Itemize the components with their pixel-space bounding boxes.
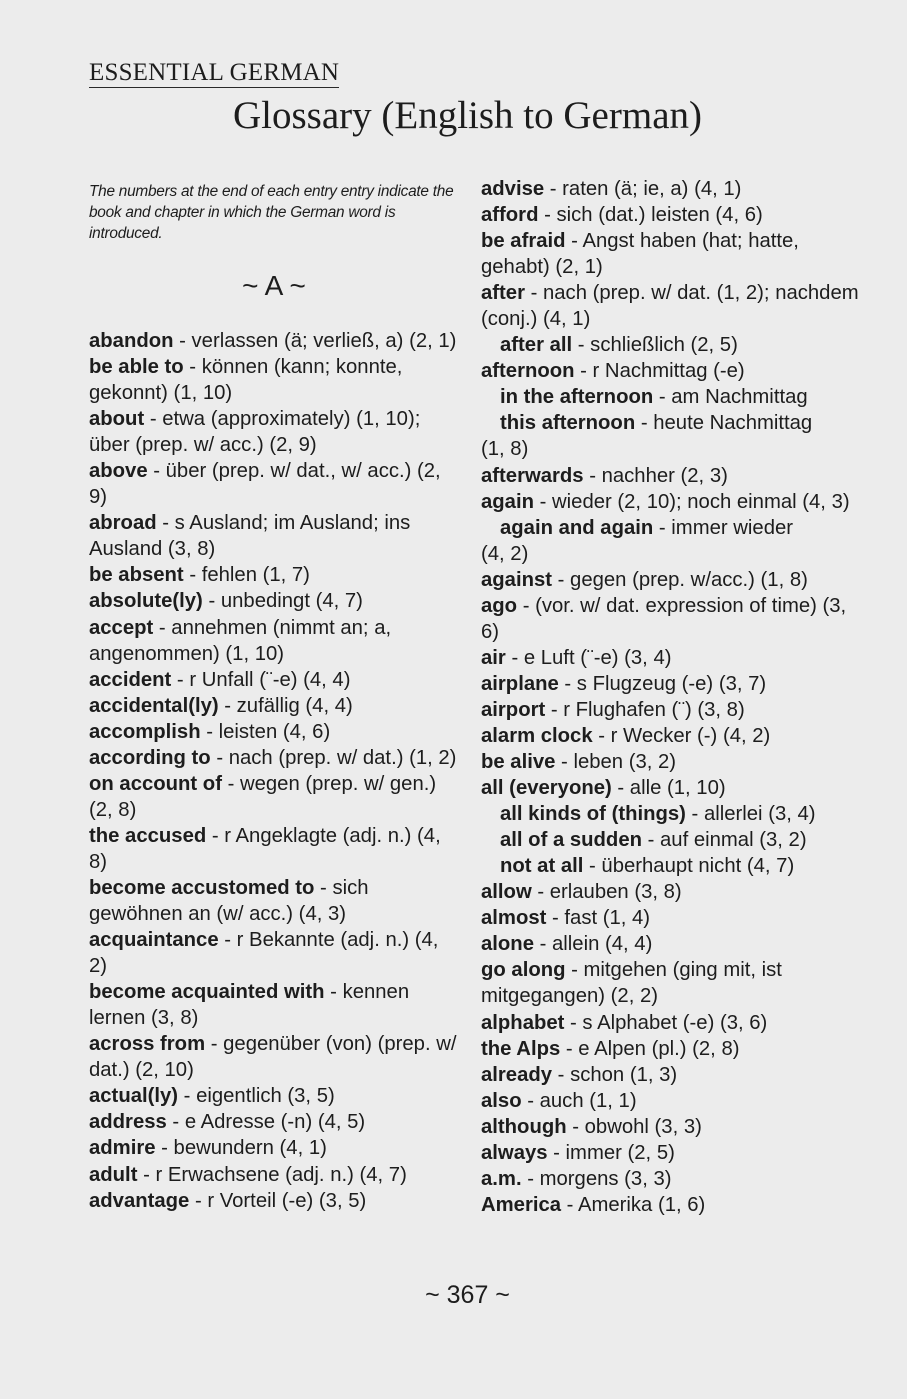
entry-term: abroad	[89, 512, 157, 535]
entry-term: although	[481, 1115, 567, 1138]
entry-term: this afternoon	[500, 412, 636, 435]
entry-term: advise	[481, 178, 545, 200]
entry-term: above	[89, 460, 148, 483]
glossary-entry	[89, 979, 459, 1031]
glossary-entry	[481, 697, 861, 723]
entry-definition: - r Wecker (-) (4, 2)	[592, 724, 771, 747]
entry-definition: - sich (dat.) leisten (4, 6)	[538, 204, 763, 227]
entry-definition: - auf einmal (3, 2)	[642, 829, 807, 852]
entry-definition: - Angst haben (hat; hatte, gehabt) (2, 1)	[481, 230, 799, 279]
glossary-entry	[481, 1140, 861, 1166]
entry-term: according to	[89, 746, 211, 769]
entry-definition: - r Unfall (¨-e) (4, 4)	[171, 668, 351, 691]
glossary-entry	[89, 1109, 459, 1135]
glossary-entry	[89, 1188, 459, 1214]
entry-term: be able to	[89, 356, 184, 379]
glossary-entry	[481, 1114, 861, 1140]
entry-term: accept	[89, 616, 154, 639]
entry-definition: - überhaupt nicht (4, 7)	[583, 855, 795, 878]
entry-definition: - bewundern (4, 1)	[155, 1137, 327, 1160]
glossary-subentry	[481, 853, 861, 879]
entry-definition: - nachher (2, 3)	[583, 464, 728, 487]
glossary-entry	[481, 358, 861, 384]
entry-definition: - immer wieder	[653, 516, 794, 539]
entry-term: become acquainted with	[89, 981, 325, 1004]
glossary-subentry	[481, 515, 861, 541]
entry-term: the Alps	[481, 1037, 561, 1060]
entry-definition: - e Alpen (pl.) (2, 8)	[560, 1037, 740, 1060]
entry-definition: - unbedingt (4, 7)	[202, 590, 363, 613]
entry-term: go along	[481, 959, 566, 982]
entry-term: almost	[481, 907, 547, 930]
entry-term: already	[481, 1063, 553, 1086]
entry-definition: - fast (1, 4)	[546, 907, 651, 930]
entry-definition: - alle (1, 10)	[611, 777, 726, 800]
glossary-entry	[89, 823, 459, 875]
entry-definition: - auch (1, 1)	[521, 1089, 637, 1112]
glossary-entry	[89, 1162, 459, 1188]
entry-term: accomplish	[89, 720, 201, 743]
glossary-left-column	[89, 328, 459, 1214]
entry-term: alphabet	[481, 1011, 565, 1034]
glossary-entry	[481, 436, 861, 462]
entry-definition: - zufällig (4, 4)	[218, 694, 353, 717]
glossary-entry	[89, 354, 459, 406]
entry-term: be alive	[481, 751, 556, 774]
entry-definition: - obwohl (3, 3)	[566, 1115, 702, 1138]
entry-definition: - r Angeklagte (adj. n.) (4, 8)	[89, 824, 441, 873]
glossary-entry	[89, 1031, 459, 1083]
entry-term: abandon	[89, 330, 174, 352]
glossary-entry	[89, 693, 459, 719]
entry-definition: - fehlen (1, 7)	[183, 564, 310, 587]
glossary-subentry	[481, 827, 861, 853]
glossary-entry	[481, 723, 861, 749]
entry-definition: - schon (1, 3)	[552, 1063, 678, 1086]
entry-term: acquaintance	[89, 929, 219, 952]
glossary-entry	[89, 1135, 459, 1161]
entry-definition: - heute Nachmittag	[635, 412, 813, 435]
glossary-entry	[481, 280, 861, 332]
entry-definition: - nach (prep. w/ dat.) (1, 2)	[210, 746, 457, 769]
entry-definition: - e Adresse (-n) (4, 5)	[166, 1111, 366, 1134]
entry-term: again and again	[500, 516, 654, 539]
glossary-entry	[481, 749, 861, 775]
glossary-entry	[481, 645, 861, 671]
entry-term: actual(ly)	[89, 1085, 179, 1108]
glossary-entry	[481, 593, 861, 645]
entry-term: admire	[89, 1137, 156, 1160]
entry-term: ago	[481, 594, 518, 617]
glossary-subentry	[481, 801, 861, 827]
entry-definition: - kennen lernen (3, 8)	[89, 981, 410, 1030]
entry-definition: - gegen (prep. w/acc.) (1, 8)	[552, 568, 808, 591]
entry-term: become accustomed to	[89, 876, 315, 899]
entry-definition: - raten (ä; ie, a) (4, 1)	[544, 178, 742, 200]
entry-term: in the afternoon	[500, 386, 654, 409]
entry-definition: - r Nachmittag (-e)	[574, 360, 745, 383]
entry-term: all (everyone)	[481, 777, 612, 800]
entry-definition: - s Alphabet (-e) (3, 6)	[564, 1011, 768, 1034]
entry-definition: - gegenüber (von) (prep. w/ dat.) (2, 10)	[89, 1033, 457, 1082]
entry-definition: - am Nachmittag	[653, 386, 808, 409]
glossary-entry	[481, 775, 861, 801]
entry-definition: - leisten (4, 6)	[200, 720, 331, 743]
entry-definition: - verlassen (ä; verließ, a) (2, 1)	[173, 330, 457, 352]
glossary-entry	[481, 905, 861, 931]
glossary-entry	[481, 567, 861, 593]
glossary-entry	[481, 1036, 861, 1062]
entry-term: the accused	[89, 824, 207, 847]
glossary-entry	[89, 562, 459, 588]
glossary-entry	[481, 1088, 861, 1114]
glossary-entry	[481, 957, 861, 1009]
entry-term: alarm clock	[481, 724, 593, 747]
entry-definition: - eigentlich (3, 5)	[178, 1085, 335, 1108]
entry-term: all of a sudden	[500, 829, 642, 852]
entry-definition: - leben (3, 2)	[555, 751, 677, 774]
glossary-entry	[89, 588, 459, 614]
entry-term: absolute(ly)	[89, 590, 203, 613]
glossary-entry	[481, 228, 861, 280]
glossary-entry	[481, 176, 861, 202]
glossary-entry	[89, 615, 459, 667]
entry-definition: - über (prep. w/ dat., w/ acc.) (2, 9)	[89, 460, 441, 509]
entry-definition: - sich gewöhnen an (w/ acc.) (4, 3)	[89, 876, 369, 926]
entry-term: not at all	[500, 855, 584, 878]
intro-note: The numbers at the end of each entry entry indicate the book and chapter in which the German word is introduced.	[89, 183, 454, 242]
glossary-entry	[89, 875, 459, 927]
entry-term: against	[481, 568, 553, 591]
entry-term: air	[481, 646, 506, 669]
entry-term: across from	[89, 1033, 206, 1056]
entry-definition: - immer (2, 5)	[547, 1141, 675, 1164]
entry-definition: - Amerika (1, 6)	[561, 1193, 706, 1216]
glossary-entry	[481, 1062, 861, 1088]
glossary-entry	[89, 771, 459, 823]
entry-definition: - s Ausland; im Ausland; ins Ausland (3, 8)	[89, 512, 411, 561]
glossary-entry	[481, 1192, 861, 1218]
entry-term: a.m.	[481, 1167, 522, 1190]
entry-definition: - e Luft (¨-e) (3, 4)	[505, 646, 672, 669]
glossary-entry	[89, 667, 459, 693]
entry-term: address	[89, 1111, 167, 1134]
entry-term: airport	[481, 698, 546, 721]
entry-term: accident	[89, 668, 172, 691]
entry-definition: - allein (4, 4)	[533, 933, 653, 956]
entry-term: about	[89, 408, 145, 431]
entry-term: alone	[481, 933, 534, 956]
glossary-entry	[89, 1083, 459, 1109]
entry-term: allow	[481, 881, 532, 904]
glossary-subentry	[481, 332, 861, 358]
glossary-entry	[481, 879, 861, 905]
entry-definition: - nach (prep. w/ dat. (1, 2); nachdem (conj.) (4, 1)	[481, 282, 859, 331]
section-letter-heading: ~ A ~	[242, 270, 306, 301]
entry-term: airplane	[481, 672, 559, 695]
entry-definition: - allerlei (3, 4)	[685, 803, 816, 826]
entry-definition: - r Flughafen (¨) (3, 8)	[545, 698, 745, 721]
glossary-entry	[481, 202, 861, 228]
entry-term: afternoon	[481, 360, 575, 383]
entry-definition: - schließlich (2, 5)	[572, 334, 738, 357]
entry-term: afterwards	[481, 464, 584, 487]
entry-term: be afraid	[481, 230, 566, 253]
running-head: ESSENTIAL GERMAN	[89, 59, 340, 86]
entry-term: after	[481, 282, 525, 305]
entry-term: afford	[481, 204, 539, 227]
glossary-entry	[89, 745, 459, 771]
entry-term: again	[481, 490, 534, 513]
entry-term: after all	[500, 334, 573, 357]
glossary-entry	[481, 1166, 861, 1192]
entry-definition: - morgens (3, 3)	[521, 1167, 672, 1190]
glossary-entry	[481, 489, 861, 515]
glossary-entry	[89, 458, 459, 510]
entry-definition: - wegen (prep. w/ gen.) (2, 8)	[89, 772, 437, 821]
page-title: Glossary (English to German)	[233, 94, 702, 137]
glossary-entry	[89, 510, 459, 562]
page-number: ~ 367 ~	[425, 1281, 510, 1309]
glossary-entry	[481, 931, 861, 957]
entry-definition: - r Erwachsene (adj. n.) (4, 7)	[137, 1163, 407, 1186]
entry-definition: - wieder (2, 10); noch einmal (4, 3)	[533, 490, 850, 513]
glossary-entry	[89, 719, 459, 745]
glossary-entry	[89, 406, 459, 458]
entry-definition: - erlauben (3, 8)	[531, 881, 682, 904]
entry-definition: (4, 2)	[481, 542, 529, 565]
glossary-entry	[89, 927, 459, 979]
entry-term: advantage	[89, 1189, 190, 1212]
entry-definition: - r Bekannte (adj. n.) (4, 2)	[89, 929, 439, 978]
glossary-entry	[481, 541, 861, 567]
entry-term: be absent	[89, 564, 184, 587]
entry-term: all kinds of (things)	[500, 803, 686, 826]
entry-definition: - können (kann; konnte, gekonnt) (1, 10)	[89, 356, 403, 405]
glossary-entry	[481, 463, 861, 489]
entry-term: on account of	[89, 772, 222, 795]
glossary-entry	[481, 1010, 861, 1036]
entry-definition: - etwa (approximately) (1, 10); über (prep. w/ acc.) (2, 9)	[89, 408, 421, 457]
glossary-entry	[481, 671, 861, 697]
entry-definition: - annehmen (nimmt an; a, angenommen) (1, 10)	[89, 616, 392, 665]
entry-term: accidental(ly)	[89, 694, 219, 717]
entry-term: always	[481, 1141, 548, 1164]
entry-term: also	[481, 1089, 522, 1112]
entry-definition: - s Flugzeug (-e) (3, 7)	[558, 672, 767, 695]
glossary-subentry	[481, 410, 861, 436]
entry-definition: - r Vorteil (-e) (3, 5)	[189, 1189, 367, 1212]
entry-definition: - (vor. w/ dat. expression of time) (3, 6)	[481, 594, 847, 643]
glossary-subentry	[481, 384, 861, 410]
glossary-right-column	[481, 176, 861, 1218]
glossary-entry	[89, 328, 459, 354]
entry-definition: (1, 8)	[481, 438, 529, 461]
entry-definition: - mitgehen (ging mit, ist mitgegangen) (2, 2)	[481, 959, 782, 1008]
entry-term: adult	[89, 1163, 138, 1186]
entry-term: America	[481, 1193, 562, 1216]
